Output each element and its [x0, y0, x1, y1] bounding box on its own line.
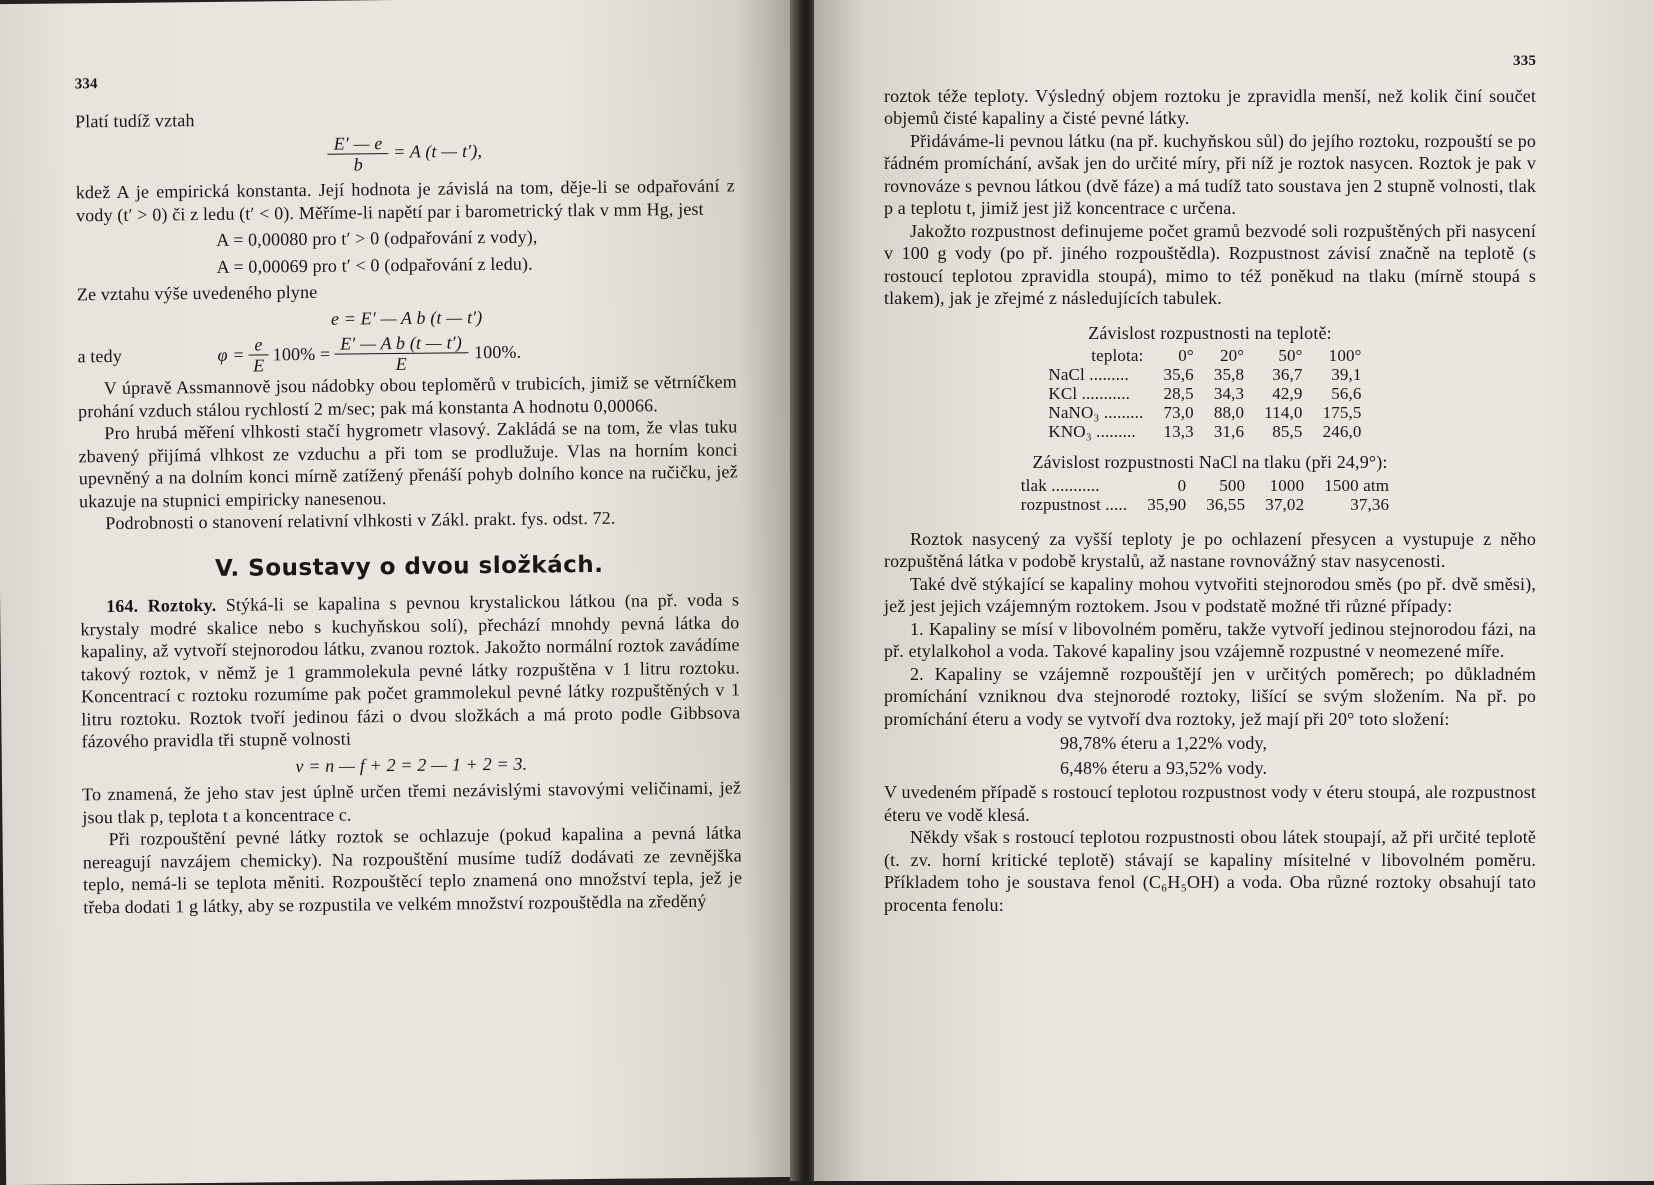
table-cell: 28,5: [1163, 384, 1194, 403]
table-cell: 246,0: [1322, 422, 1362, 441]
table-header-row: [1048, 346, 1371, 365]
table-cell: KNO₃ .........: [1048, 422, 1136, 441]
table-row: [1048, 422, 1371, 441]
table-cell: 39,1: [1331, 365, 1362, 384]
table-cell: 13,3: [1163, 422, 1194, 441]
table-cell: 175,5: [1322, 403, 1362, 422]
paragraph: [80, 588, 741, 752]
composition-line: 98,78% éteru a 1,22% vody,: [1060, 733, 1268, 753]
table-cell: NaCl .........: [1048, 365, 1129, 384]
paragraph: 2. Kapaliny se vzájemně rozpouštějí jen v určitých poměrech; po důkladném promíchání vzniknou dva stejnorodé roztoky, lišící se svým složením. Na př. po promíchání éteru a vody se vytvoří dva roztoky, jež mají při 20° toto složení:: [884, 663, 1536, 729]
phi-equation-row: [77, 329, 736, 377]
phi-mid: 100% =: [272, 343, 331, 365]
table-cell: 37,36: [1350, 494, 1390, 514]
equation-e: e = E′ — A b (t — t′): [330, 306, 483, 329]
table-cell: tlak ...........: [1020, 475, 1100, 495]
table-header-cell: 0°: [1178, 346, 1194, 365]
table-cell: 36,7: [1272, 365, 1303, 384]
table-cell: 36,55: [1206, 494, 1246, 514]
paragraph: V úpravě Assmannově jsou nádobky obou teploměrů v trubicích, jimiž se větrníčkem prohání vzduch stálou rychlostí 2 m/sec; pak má konstanta A hodnotu 0,00066.: [78, 371, 737, 421]
solubility-temperature-table: [1048, 346, 1371, 441]
table-cell: NaNO₃ .........: [1048, 403, 1144, 422]
paragraph: Ze vztahu výše uvedeného plyne: [76, 281, 318, 305]
equation-rest: = A (t — t′),: [393, 140, 483, 162]
paragraph: Jakožto rozpustnost definujeme počet gramů bezvodé soli rozpuštěných při nasycení v 100 g vody (po př. jiného rozpouštědla). Rozpustnost závisí značně na teplotě (s rostoucí teplotou zpravidla stoupá), mimo to též poněkud na tlaku (mírně stoupá s tlakem), jak je zřejmé z následujících tabulek.: [884, 220, 1536, 308]
paragraph: roztok téže teploty. Výsledný objem roztoku je zpravidla menší, než kolik činí součet objemů čisté kapaliny a čisté pevné látky.: [884, 85, 1536, 128]
paragraph: To znamená, že jeho stav jest úplně určen třemi nezávislými stavovými veličinami, jež jsou tlak p, teplota t a koncentrace c.: [82, 777, 742, 827]
paragraph: kdež A je empirická konstanta. Její hodnota je závislá na tom, děje-li se odpařování z vody (t′ > 0) či z ledu (t′ < 0). Měříme-li napětí par i barometrický tlak v mm Hg, jest: [75, 175, 735, 225]
table-cell: 35,8: [1213, 365, 1245, 384]
equation-1: [75, 129, 734, 177]
solubility-tables: [884, 322, 1536, 514]
fraction-denominator: E: [253, 355, 265, 376]
table-cell: 1000: [1269, 475, 1305, 495]
page-number-left: 334: [74, 76, 98, 93]
table-row: [1048, 403, 1371, 422]
table-row: [1048, 365, 1371, 384]
fraction: [334, 332, 468, 374]
fraction: [248, 334, 269, 375]
phi-lhs: φ =: [217, 344, 245, 366]
paragraph: Pro hrubá měření vlhkosti stačí hygrometr vlasový. Zakládá se na tom, že vlas tuku zbavený přijímá vlhkost ze vzduchu a při tom se prodlužuje. Vlas na horním konci upevněný a na dolním konci mírně zatížený přenáší pohyb dolního konce na ručičku, jež ukazuje na stupnici empiricky nanesenou.: [78, 416, 738, 511]
table-header-cell: 50°: [1278, 346, 1303, 365]
table-cell: 85,5: [1272, 422, 1303, 441]
page-number-right: 335: [1513, 53, 1536, 69]
chapter-heading: V. Soustavy o dvou složkách.: [214, 551, 604, 582]
table-cell: KCl ...........: [1048, 384, 1131, 403]
paragraph: Také dvě stýkající se kapaliny mohou vytvořiti stejnorodou směs (po př. dvě směsi), jež jest jejich vzájemným roztokem. Jsou v podstatě možné tři různé případy:: [884, 573, 1536, 616]
equation-v: v = n — f + 2 = 2 — 1 + 2 = 3.: [295, 753, 528, 776]
paragraph-text: Stýká-li se kapalina s pevnou krystalickou látkou (na př. voda s krystaly modré skalice nebo s kuchyňskou solí), přechází mnohdy pevná látka do kapaliny, až vytvoří stejnorodou látku, zvanou roztok. Jakožto normální roztok zavádíme takový roztok, v němž je 1 grammolekula pevné látky rozpuštěna v 1 litru roztoku. Koncentrací c roztoku rozumíme pak počet grammolekul pevné látky rozpuštěných v 1 litru roztoku. Roztok tvoří jedinou fázi o dvou složkách a má proto podle Gibbsova fázového pravidla tři stupně volnosti: [80, 589, 741, 752]
fraction-denominator: E: [395, 353, 407, 375]
table-cell: 1500 atm: [1324, 475, 1390, 495]
fraction: [328, 133, 389, 175]
table-cell: 35,90: [1147, 494, 1187, 514]
phi-end: 100%.: [473, 341, 522, 363]
table-cell: 34,3: [1213, 384, 1245, 403]
fraction-denominator: b: [353, 154, 363, 175]
text-line: a tedy: [77, 346, 123, 367]
table-header-cell: teplota:: [1091, 346, 1144, 365]
paragraph: Při rozpouštění pevné látky roztok se ochlazuje (pokud kapalina a pevná látka nereagují navzájem chemicky). Na rozpouštění musíme tudíž dodávati ze zevnějška teplo, nemá-li se teplota měniti. Rozpouštěcí teplo znamená ono množství tepla, jež je třeba dodati 1 g látky, aby se rozpustila ve velkém množství rozpouštědla na zředěný: [82, 822, 743, 917]
right-page: [814, 0, 1654, 1181]
table-cell: rozpustnost .....: [1020, 494, 1128, 514]
paragraph: Roztok nasycený za vyšší teploty je po ochlazení přesycen a vystupuje z něho rozpuštěná látka v podobě krystalů, až nastane rovnovážný stav nasycenosti.: [884, 528, 1536, 571]
table-caption: Závislost rozpustnosti na teplotě:: [1088, 322, 1332, 343]
table-cell: 88,0: [1213, 403, 1245, 422]
fraction-numerator: E′ — A b (t — t′): [334, 332, 468, 354]
table-header-cell: 20°: [1219, 346, 1245, 365]
fraction-numerator: E′ — e: [328, 133, 389, 155]
table-cell: 56,6: [1331, 384, 1362, 403]
table-row: [1048, 384, 1371, 403]
table-cell: 35,6: [1163, 365, 1194, 384]
table-header-cell: 100°: [1328, 346, 1362, 365]
section-heading: 164. Roztoky.: [106, 594, 217, 617]
paragraph: V uvedeném případě s rostoucí teplotou rozpustnost vody v éteru stoupá, ale rozpustnost éteru ve vodě klesá.: [884, 782, 1536, 825]
table-cell: 73,0: [1163, 403, 1194, 422]
table-row: [1021, 476, 1399, 495]
text-line: Platí tudíž vztah: [74, 109, 195, 131]
equation-a1: A = 0,00080 pro t′ > 0 (odpařování z vody),: [216, 226, 538, 250]
table-cell: 114,0: [1264, 403, 1303, 422]
composition-line: 6,48% éteru a 93,52% vody.: [1060, 757, 1268, 778]
equation-a2: A = 0,00069 pro t′ < 0 (odpařování z ledu).: [216, 253, 533, 277]
table-cell: 31,6: [1213, 422, 1245, 441]
paragraph: 1. Kapaliny se mísí v libovolném poměru, takže vytvoří jedinou stejnorodou fázi, na př. etylalkohol a voda. Takové kapaliny jsou vzájemně rozpustné v neomezené míře.: [884, 618, 1536, 661]
paragraph: Podrobnosti o stanovení relativní vlhkosti v Zákl. prakt. fys. odst. 72.: [105, 507, 616, 534]
paragraph: Přidáváme-li pevnou látku (na př. kuchyňskou sůl) do jejího roztoku, rozpouští se po řádném promíchání, avšak jen do určité míry, při níž je roztok nasycen. Roztok je pak v rovnováze s pevnou látkou (dvě fáze) a má tudíž tato soustava jen 2 stupně volnosti, tlak p a teplotu t, jimiž jest již koncentrace c určena.: [884, 130, 1536, 218]
table-cell: 0: [1177, 475, 1187, 495]
left-page: [0, 0, 803, 1185]
table-cell: 42,9: [1272, 384, 1303, 403]
table-caption: Závislost rozpustnosti NaCl na tlaku (při 24,9°):: [1032, 452, 1388, 472]
paragraph: Někdy však s rostoucí teplotou rozpustnosti obou látek stoupají, až při určité teplotě (t. zv. horní kritické teplotě) stávají se kapaliny mísitelné v libovolném poměru. Příkladem toho je soustava fenol (C₆H₅OH) a voda. Oba různé roztoky obsahují tato procenta fenolu:: [884, 827, 1536, 915]
table-cell: 500: [1219, 475, 1246, 495]
fraction-numerator: e: [248, 334, 268, 355]
table-row: [1021, 495, 1399, 514]
table-cell: 37,02: [1265, 494, 1305, 514]
solubility-pressure-table: [1021, 476, 1399, 514]
